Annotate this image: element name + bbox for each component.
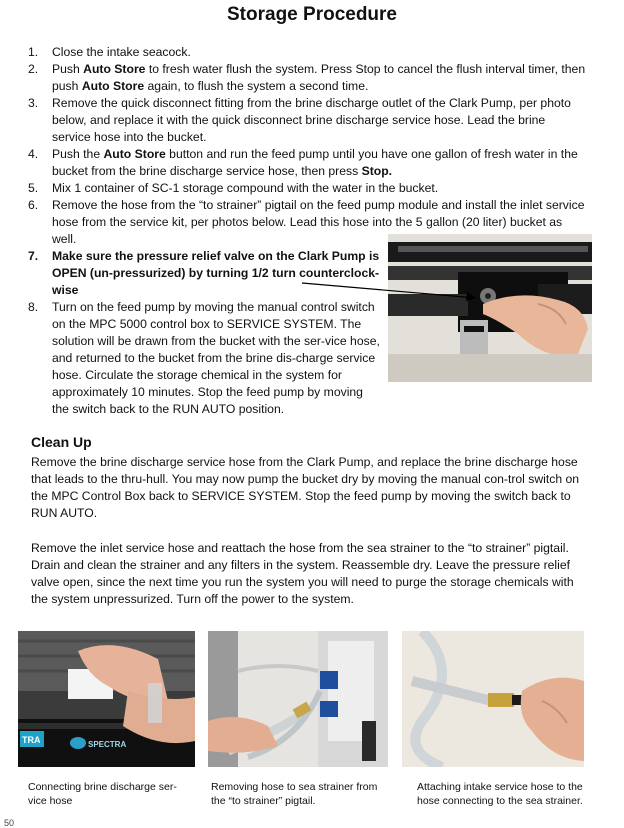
page-number: 50 [4,818,15,828]
step-4 [28,146,586,180]
page-title: Storage Procedure [227,4,397,25]
step-5 [28,180,586,197]
step-text: Remove the hose from the “to strainer” pigtail on the feed pump module and install the inlet service hose from the service kit, per photos below. Lead this hose into the 5 gallon (20 liter) bucket as well. [52,198,585,246]
step-text: Close the intake seacock. [52,45,191,59]
pointer-arrow [300,280,480,302]
step-8 [28,299,382,418]
step-text: Mix 1 container of SC-1 storage compound with the water in the bucket. [52,181,439,195]
sea-strainer-hose-photo [208,631,388,767]
step-text: Push the [52,147,104,161]
step-text: button and run the feed pump until you have one gallon of fresh water in the bucket from the brine discharge service hose, then press [52,147,578,178]
pressure-relief-valve-photo [388,234,592,382]
step-text: Make sure the pressure relief valve on the Clark Pump is OPEN (un-pressurized) by turning 1/2 turn counterclock-wise [52,249,380,297]
clean-up-paragraph-1: Remove the brine discharge service hose from the Clark Pump, and replace the brine discharge hose that leads to the thru-hull. You may now pump the bucket dry by moving the manual con-trol switch on the MPC Control Box back to SERVICE SYSTEM. Stop the feed pump by moving the switch back to RUN AUTO. [31,455,580,520]
step-emphasis: Auto Store [103,147,166,161]
step-2 [28,61,586,95]
caption-2: Removing hose to sea strainer from the “to strainer” pigtail. [211,781,378,807]
step-number: 5. [28,181,39,195]
step-text: Remove the quick disconnect fitting from the brine discharge outlet of the Clark Pump, per photo below, and replace it with the quick disconnect brine discharge service hose. Lead the brine service hose into the bucket. [52,96,571,144]
step-text: Turn on the feed pump by moving the manual control switch on the MPC 5000 control box to SERVICE SYSTEM. The solution will be drawn from the bucket with the ser-vice hose, and returned to the bucket from the brine dis-charge service hose. Circulate the storage chemical in the system for approximately 10 minutes. Stop the feed pump by moving the switch back to the RUN AUTO position. [52,300,380,416]
step-emphasis: Auto Store [83,62,146,76]
step-emphasis: Stop. [361,164,393,178]
step-text: Push [52,62,84,76]
step-emphasis: Auto Store [81,79,145,93]
brine-discharge-photo [18,631,195,767]
step-number: 6. [28,198,39,212]
step-number: 8. [28,300,39,314]
logo-text-tra: TRA [22,735,41,745]
step-text: to fresh water flush the system. Press Stop to cancel the flush interval timer, then push [52,62,586,93]
step-number: 4. [28,147,39,161]
step-1 [28,44,586,61]
caption-1: Connecting brine discharge ser-vice hose [28,781,177,807]
clean-up-heading: Clean Up [31,434,92,450]
step-number: 2. [28,62,39,76]
step-text: again, to flush the system a second time. [144,79,369,93]
step-3 [28,95,586,146]
caption-3: Attaching intake service hose to the hose connecting to the sea strainer. [417,781,583,807]
step-number: 1. [28,45,39,59]
logo-text-spectra: SPECTRA [88,740,127,749]
intake-service-hose-photo [402,631,584,767]
step-number: 3. [28,96,39,110]
clean-up-paragraph-2: Remove the inlet service hose and reattach the hose from the sea strainer to the “to strainer” pigtail. Drain and clean the strainer and any filters in the system. Reassemble dry. Leave the pressure relief valve open, since the next time you run the system you will need to purge the storage chemicals with the system unpressurized. Turn off the power to the system. [31,541,574,606]
step-number: 7. [28,249,39,263]
